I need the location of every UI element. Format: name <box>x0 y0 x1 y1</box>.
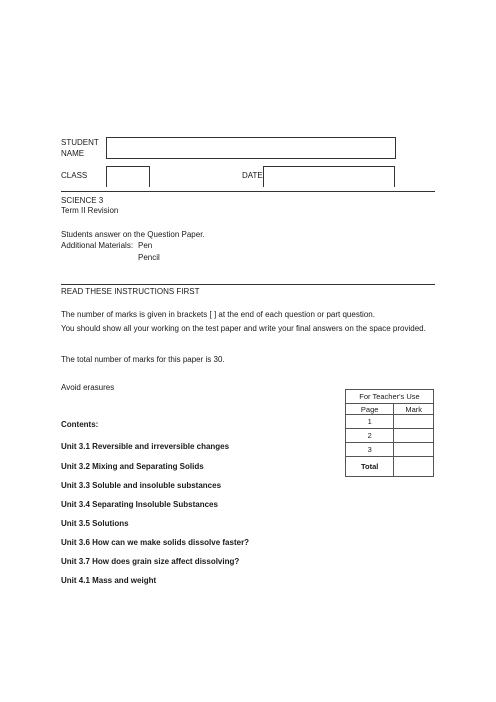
teacher-table-page-2: 2 <box>346 429 394 443</box>
list-item: Unit 3.6 How can we make solids dissolve faster? <box>61 538 250 547</box>
teacher-table-page-3: 3 <box>346 443 394 457</box>
teacher-use-table <box>345 389 434 477</box>
date-label: DATE <box>242 171 263 180</box>
total-marks-note: The total number of marks for this paper is 30. <box>61 355 225 364</box>
subject-title: SCIENCE 3 <box>61 196 104 205</box>
answer-note: Students answer on the Question Paper. <box>61 230 205 239</box>
class-label: CLASS <box>61 171 88 180</box>
list-item: Unit 3.7 How does grain size affect dissolving? <box>61 557 240 566</box>
material-pen: Pen <box>138 241 153 250</box>
teacher-table-col-page: Page <box>346 404 394 415</box>
materials-label: Additional Materials: <box>61 241 134 250</box>
teacher-table-mark-2[interactable] <box>394 429 434 443</box>
term-title: Term II Revision <box>61 206 119 215</box>
teacher-table-page-1: 1 <box>346 415 394 429</box>
contents-heading: Contents: <box>61 420 99 429</box>
instructions-heading: READ THESE INSTRUCTIONS FIRST <box>61 287 200 296</box>
student-name-field[interactable] <box>106 137 396 159</box>
teacher-table-total-mark[interactable] <box>394 457 434 477</box>
erasures-note: Avoid erasures <box>61 383 115 392</box>
teacher-table-mark-1[interactable] <box>394 415 434 429</box>
list-item: Unit 3.3 Soluble and insoluble substances <box>61 481 222 490</box>
student-name-label-line1: STUDENT <box>61 138 99 147</box>
teacher-table-total-label: Total <box>346 457 394 477</box>
teacher-table-mark-3[interactable] <box>394 443 434 457</box>
student-name-label-line2: NAME <box>61 149 85 158</box>
header-divider <box>61 191 435 192</box>
instruction-line-1: The number of marks is given in brackets [ ] at the end of each question or part question. <box>61 310 375 319</box>
list-item: Unit 3.4 Separating Insoluble Substances <box>61 500 218 509</box>
list-item: Unit 3.5 Solutions <box>61 519 129 528</box>
list-item: Unit 3.1 Reversible and irreversible changes <box>61 442 230 451</box>
date-field[interactable] <box>263 166 395 187</box>
material-pencil: Pencil <box>138 253 160 262</box>
teacher-table-col-mark: Mark <box>394 404 434 415</box>
teacher-table-title: For Teacher's Use <box>346 390 434 404</box>
list-item: Unit 4.1 Mass and weight <box>61 576 157 585</box>
class-field[interactable] <box>106 166 150 187</box>
list-item: Unit 3.2 Mixing and Separating Solids <box>61 462 204 471</box>
instruction-line-2: You should show all your working on the test paper and write your final answers on the space provided. <box>61 324 426 333</box>
instructions-divider <box>61 284 435 285</box>
